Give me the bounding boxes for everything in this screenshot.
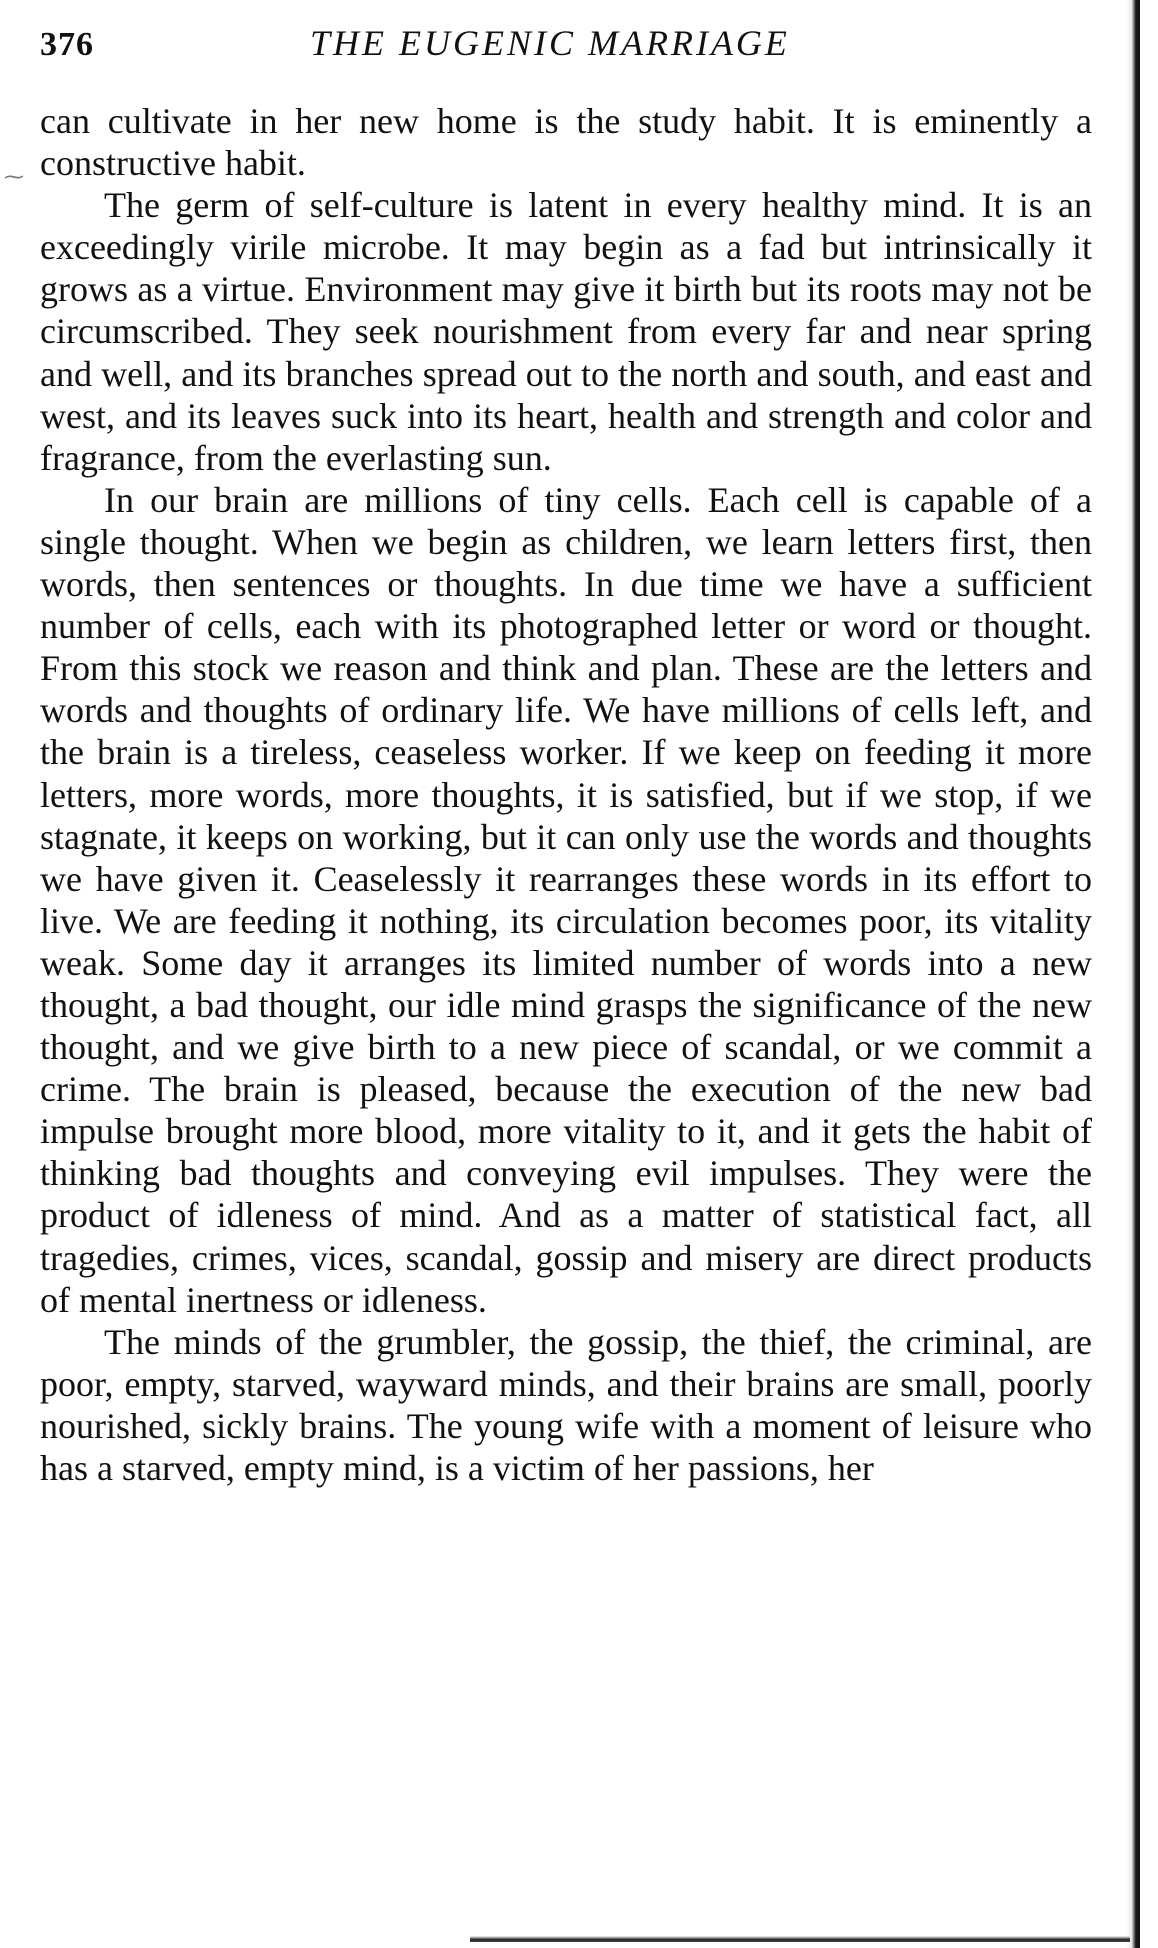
paragraph-continued: can cultivate in her new home is the study habit. It is eminently a constructive habit. — [40, 101, 1092, 184]
page-spine-edge — [1126, 0, 1140, 1948]
paragraph-brain-cells: In our brain are millions of tiny cells. Each cell is capable of a single thought. When we begin as children, we learn letters first, then words, then sentences or thoughts. In due time we have a sufficient number of cells, each with its photographed letter or word or thought. From this stock we reason and think and plan. These are the letters and words and thoughts of ordinary life. We have millions of cells left, and the brain is a tireless, ceaseless worker. If we keep on feeding it more letters, more words, more thoughts, it is satisfied, but if we stop, if we stagnate, it keeps on working, but it can only use the words and thoughts we have given it. Ceaselessly it rearranges these words in its effort to live. We are feeding it nothing, its circulation becomes poor, its vitality weak. Some day it arranges its limited number of words into a new thought, a bad thought, our idle mind grasps the significance of the new thought, and we give birth to a new piece of scandal, or we commit a crime. The brain is pleased, because the execution of the new bad impulse brought more blood, more vitality to it, and it gets the habit of thinking bad thoughts and conveying evil impulses. They were the product of idleness of mind. And as a matter of statistical fact, all tragedies, crimes, vices, scandal, gossip and misery are direct products of mental inertness or idleness. — [40, 479, 1092, 1320]
paragraph-self-culture: The germ of self-culture is latent in every healthy mind. It is an exceedingly virile microbe. It may begin as a fad but intrinsically it grows as a virtue. Environment may give it birth but its roots may not be circumscribed. They seek nourishment from every far and near spring and well, and its branches spread out to the north and south, and east and west, and its leaves suck into its heart, health and strength and color and fragrance, from the everlasting sun. — [40, 185, 1092, 478]
page-number: 376 — [40, 26, 94, 63]
paragraph-grumbler: The minds of the grumbler, the gossip, the thief, the criminal, are poor, empty, starved, wayward minds, and their brains are small, poorly nourished, sickly brains. The young wife with a moment of leisure who has a starved, empty mind, is a victim of her passions, her — [40, 1321, 1092, 1488]
page-header — [40, 22, 1100, 72]
margin-tick-mark: ⁓ — [4, 164, 24, 188]
body-text — [40, 100, 1092, 1489]
running-title: THE EUGENIC MARRIAGE — [310, 23, 790, 63]
page-bottom-edge — [470, 1936, 1130, 1942]
